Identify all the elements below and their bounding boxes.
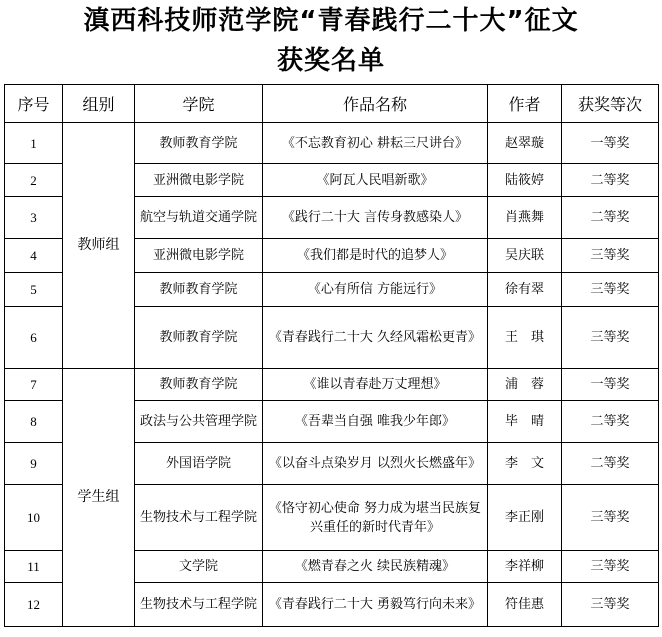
table-header-row <box>5 85 659 123</box>
cell-author: 浦 蓉 <box>488 369 562 401</box>
cell-author: 肖燕舞 <box>488 197 562 239</box>
cell-author: 赵翠璇 <box>488 123 562 164</box>
header-award: 获奖等次 <box>562 85 659 123</box>
cell-no: 11 <box>5 551 63 583</box>
cell-work: 《谁以青春赴万丈理想》 <box>263 369 488 401</box>
cell-award: 二等奖 <box>562 401 659 443</box>
cell-college: 外国语学院 <box>135 443 263 485</box>
header-no: 序号 <box>5 85 63 123</box>
document-title: 滇西科技师范学院“青春践行二十大”征文 <box>83 6 579 36</box>
cell-work: 《青春践行二十大 勇毅笃行向未来》 <box>263 583 488 627</box>
cell-work: 《阿瓦人民唱新歌》 <box>263 164 488 197</box>
cell-no: 2 <box>5 164 63 197</box>
cell-college: 航空与轨道交通学院 <box>135 197 263 239</box>
cell-award: 三等奖 <box>562 307 659 369</box>
cell-author: 符佳惠 <box>488 583 562 627</box>
cell-college: 亚洲微电影学院 <box>135 164 263 197</box>
cell-work: 《心有所信 方能远行》 <box>263 273 488 307</box>
cell-award: 一等奖 <box>562 123 659 164</box>
cell-award: 三等奖 <box>562 485 659 551</box>
cell-no: 1 <box>5 123 63 164</box>
cell-author: 李祥柳 <box>488 551 562 583</box>
group-cell-teacher: 教师组 <box>63 123 135 369</box>
cell-no: 9 <box>5 443 63 485</box>
cell-no: 5 <box>5 273 63 307</box>
cell-author: 王 琪 <box>488 307 562 369</box>
cell-author: 陆筱婷 <box>488 164 562 197</box>
cell-work: 《以奋斗点染岁月 以烈火长燃盛年》 <box>263 443 488 485</box>
cell-no: 6 <box>5 307 63 369</box>
header-author: 作者 <box>488 85 562 123</box>
cell-award: 三等奖 <box>562 583 659 627</box>
cell-college: 教师教育学院 <box>135 123 263 164</box>
table-row <box>5 369 659 401</box>
header-college: 学院 <box>135 85 263 123</box>
cell-work: 《燃青春之火 续民族精魂》 <box>263 551 488 583</box>
cell-college: 生物技术与工程学院 <box>135 583 263 627</box>
award-list-table <box>4 84 659 627</box>
cell-college: 教师教育学院 <box>135 273 263 307</box>
cell-award: 三等奖 <box>562 273 659 307</box>
cell-work: 《不忘教育初心 耕耘三尺讲台》 <box>263 123 488 164</box>
cell-author: 李正刚 <box>488 485 562 551</box>
cell-college: 教师教育学院 <box>135 369 263 401</box>
cell-award: 一等奖 <box>562 369 659 401</box>
cell-author: 李 文 <box>488 443 562 485</box>
cell-no: 7 <box>5 369 63 401</box>
cell-author: 毕 晴 <box>488 401 562 443</box>
table-row <box>5 123 659 164</box>
header-work: 作品名称 <box>263 85 488 123</box>
cell-no: 4 <box>5 239 63 273</box>
cell-award: 二等奖 <box>562 443 659 485</box>
cell-college: 政法与公共管理学院 <box>135 401 263 443</box>
cell-work: 《青春践行二十大 久经风霜松更青》 <box>263 307 488 369</box>
cell-work: 《恪守初心使命 努力成为堪当民族复兴重任的新时代青年》 <box>263 485 488 551</box>
cell-work: 《我们都是时代的追梦人》 <box>263 239 488 273</box>
cell-college: 生物技术与工程学院 <box>135 485 263 551</box>
cell-no: 10 <box>5 485 63 551</box>
cell-award: 二等奖 <box>562 197 659 239</box>
cell-no: 3 <box>5 197 63 239</box>
cell-college: 亚洲微电影学院 <box>135 239 263 273</box>
cell-college: 教师教育学院 <box>135 307 263 369</box>
header-group: 组别 <box>63 85 135 123</box>
cell-award: 二等奖 <box>562 164 659 197</box>
cell-author: 吴庆联 <box>488 239 562 273</box>
document-subtitle: 获奖名单 <box>276 46 385 76</box>
group-cell-student: 学生组 <box>63 369 135 627</box>
cell-no: 12 <box>5 583 63 627</box>
cell-work: 《吾辈当自强 唯我少年郎》 <box>263 401 488 443</box>
cell-no: 8 <box>5 401 63 443</box>
cell-author: 徐有翠 <box>488 273 562 307</box>
cell-award: 三等奖 <box>562 551 659 583</box>
cell-work: 《践行二十大 言传身教感染人》 <box>263 197 488 239</box>
cell-award: 三等奖 <box>562 239 659 273</box>
cell-college: 文学院 <box>135 551 263 583</box>
